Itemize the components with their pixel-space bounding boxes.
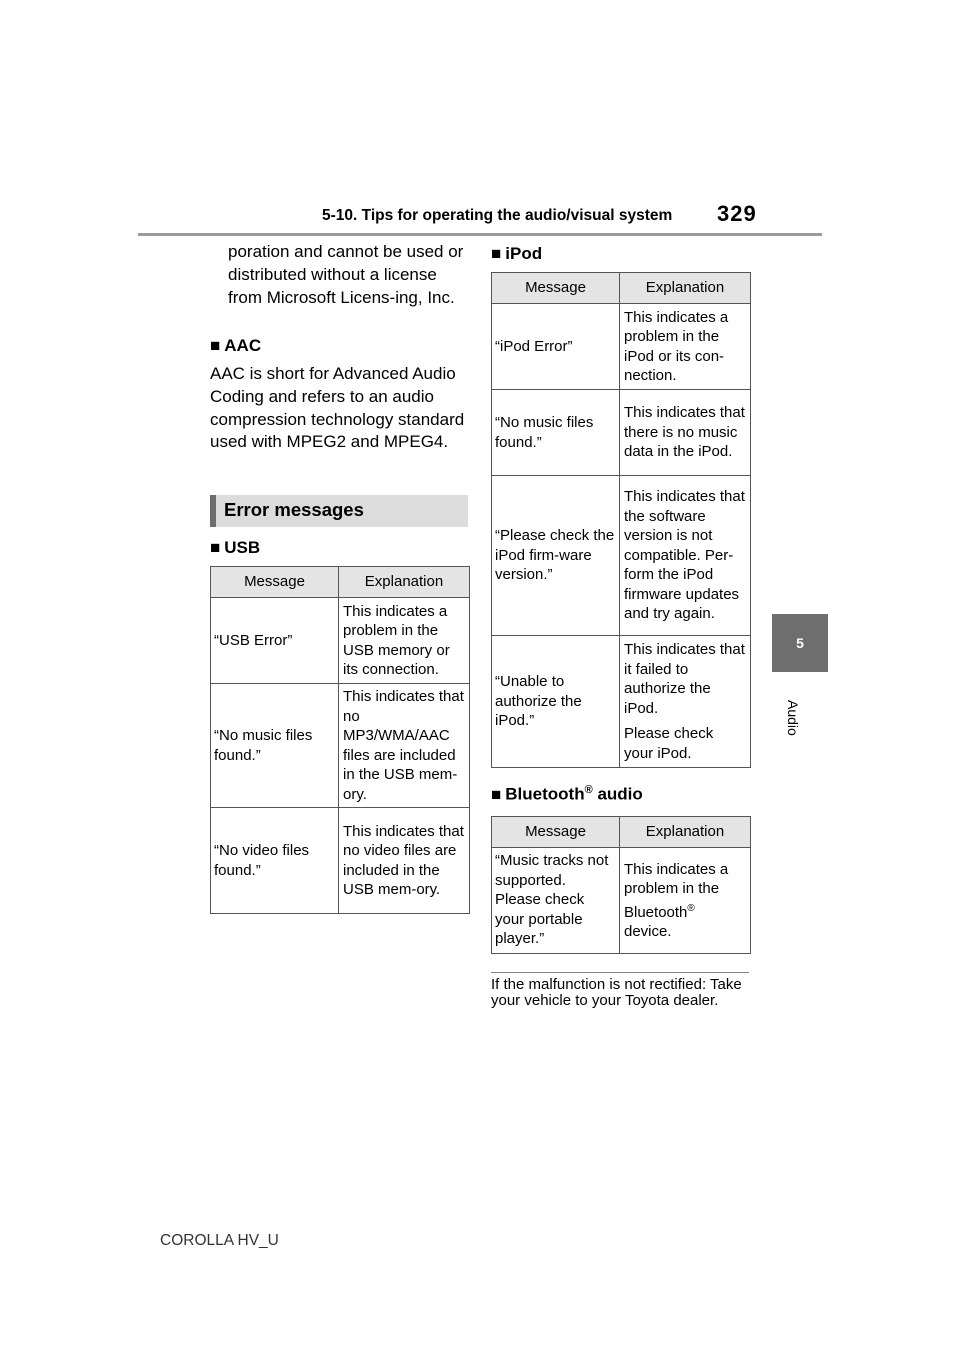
usb-heading xyxy=(210,538,260,558)
message-cell: “Unable to authorize the iPod.” xyxy=(492,636,620,768)
column-header-explanation: Explanation xyxy=(620,273,751,304)
message-cell: “Music tracks not supported. Please check your portable player.” xyxy=(492,848,620,954)
table-row xyxy=(211,808,470,914)
explanation-cell: This indicates a problem in the USB memory or its connection. xyxy=(339,598,470,684)
table-row xyxy=(211,684,470,808)
message-cell: “Please check the iPod firm-ware version.” xyxy=(492,476,620,636)
column-header-message: Message xyxy=(492,817,620,848)
table-row xyxy=(492,848,751,954)
explanation-cell: This indicates that no video files are included in the USB mem-ory. xyxy=(339,808,470,914)
chapter-tab-label: Audio xyxy=(785,700,801,736)
explanation-cell: This indicates that there is no music data in the iPod. xyxy=(620,390,751,476)
explanation-cell: This indicates a problem in the iPod or its con-nection. xyxy=(620,304,751,390)
table-row xyxy=(492,476,751,636)
message-cell: “No music files found.” xyxy=(211,684,339,808)
explanation-text-end: device. xyxy=(624,903,699,940)
column-header-message: Message xyxy=(211,567,339,598)
explanation-cell xyxy=(620,848,751,954)
aac-heading xyxy=(210,336,261,356)
explanation-cell xyxy=(620,636,751,768)
message-cell: “USB Error” xyxy=(211,598,339,684)
ipod-heading xyxy=(491,244,542,264)
header-divider xyxy=(138,233,822,236)
continued-paragraph: poration and cannot be used or distributed without a license from Microsoft Licens-ing, Inc. xyxy=(228,242,464,307)
bullet-square-icon: ■ xyxy=(210,538,221,557)
explanation-paragraph: Please check your iPod. xyxy=(624,725,714,762)
registered-mark: ® xyxy=(687,902,695,914)
malfunction-note: If the malfunction is not rectified: Take your vehicle to your Toyota dealer. xyxy=(491,976,742,1009)
message-cell: “iPod Error” xyxy=(492,304,620,390)
message-cell: “No music files found.” xyxy=(492,390,620,476)
model-code: COROLLA HV_U xyxy=(160,1232,279,1249)
usb-error-table xyxy=(210,566,470,914)
aac-paragraph: AAC is short for Advanced Audio Coding and refers to an audio compression technology standard used with MPEG2 and MPEG4. xyxy=(210,364,465,452)
ipod-heading-text: iPod xyxy=(505,244,543,263)
aac-heading-text: AAC xyxy=(224,336,262,355)
page-number: 329 xyxy=(717,201,757,226)
table-row xyxy=(211,598,470,684)
bullet-square-icon: ■ xyxy=(491,784,502,804)
bullet-square-icon: ■ xyxy=(491,244,502,263)
explanation-text: This indicates a problem in the Bluetooth xyxy=(624,860,729,921)
column-header-explanation: Explanation xyxy=(339,567,470,598)
error-messages-title-text: Error messages xyxy=(224,499,364,520)
explanation-cell: This indicates that the software version is not compatible. Per-form the iPod firmware updates and try again. xyxy=(620,476,751,636)
explanation-paragraph: This indicates that it failed to authorize the iPod. xyxy=(624,641,745,717)
ipod-error-table xyxy=(491,272,751,768)
bluetooth-heading-text: Bluetooth xyxy=(505,784,585,804)
bullet-square-icon: ■ xyxy=(210,336,221,355)
chapter-tab-number: 5 xyxy=(772,614,828,672)
table-row xyxy=(492,390,751,476)
bluetooth-heading-suffix: audio xyxy=(592,784,643,804)
bluetooth-error-table xyxy=(491,816,751,954)
bluetooth-audio-heading xyxy=(491,784,643,805)
table-header-row xyxy=(492,273,751,304)
table-header-row xyxy=(492,817,751,848)
usb-heading-text: USB xyxy=(224,538,261,557)
column-header-message: Message xyxy=(492,273,620,304)
error-messages-section-title xyxy=(210,495,468,527)
message-cell: “No video files found.” xyxy=(211,808,339,914)
note-divider xyxy=(491,972,749,973)
table-row xyxy=(492,304,751,390)
column-header-explanation: Explanation xyxy=(620,817,751,848)
table-header-row xyxy=(211,567,470,598)
registered-mark: ® xyxy=(584,784,593,796)
table-row xyxy=(492,636,751,768)
section-title: 5-10. Tips for operating the audio/visual system xyxy=(322,207,673,224)
explanation-cell: This indicates that no MP3/WMA/AAC files are included in the USB mem-ory. xyxy=(339,684,470,808)
